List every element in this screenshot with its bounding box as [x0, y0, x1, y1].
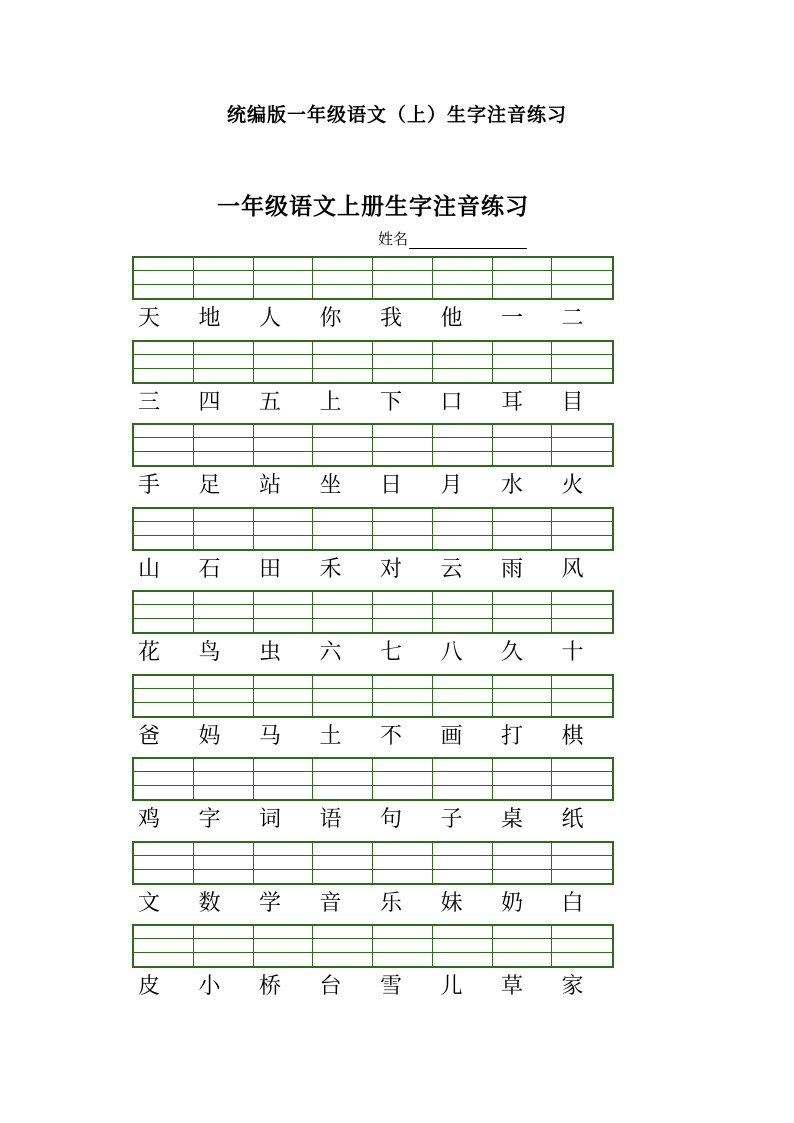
pinyin-cell [493, 843, 553, 883]
name-blank-line [409, 232, 527, 249]
pinyin-cell [433, 926, 493, 966]
hanzi-character: 皮 [138, 974, 161, 999]
pinyin-cell [433, 509, 493, 549]
pinyin-cell [254, 676, 314, 716]
hanzi-character: 一 [501, 306, 524, 331]
pinyin-cell [194, 843, 254, 883]
hanzi-character: 爸 [138, 723, 161, 749]
hanzi-character: 目 [561, 389, 584, 415]
character-row [132, 300, 616, 338]
hanzi-character: 你 [319, 306, 342, 331]
hanzi-character: 对 [380, 556, 403, 582]
pinyin-writing-grid [132, 507, 614, 551]
hanzi-character: 月 [440, 473, 463, 498]
hanzi-character: 不 [380, 723, 403, 749]
character-row [132, 384, 616, 422]
pinyin-cell [254, 258, 314, 298]
character-row [132, 467, 616, 505]
practice-row [132, 841, 616, 925]
pinyin-cell [373, 676, 433, 716]
hanzi-character: 久 [501, 640, 524, 665]
pinyin-cell [254, 342, 314, 382]
pinyin-cell [373, 759, 433, 799]
pinyin-cell [373, 592, 433, 632]
character-row [132, 801, 616, 839]
hanzi-character: 五 [259, 389, 282, 415]
hanzi-character: 地 [198, 306, 221, 331]
pinyin-cell [493, 258, 553, 298]
pinyin-cell [493, 926, 553, 966]
pinyin-cell [134, 592, 194, 632]
practice-row [132, 256, 616, 340]
hanzi-character: 三 [138, 389, 161, 415]
pinyin-cell [552, 258, 612, 298]
hanzi-character: 日 [380, 473, 403, 498]
pinyin-writing-grid [132, 340, 614, 384]
pinyin-cell [552, 676, 612, 716]
hanzi-character: 字 [198, 807, 221, 832]
hanzi-character: 口 [440, 389, 463, 415]
hanzi-character: 音 [319, 890, 342, 916]
practice-row [132, 423, 616, 507]
hanzi-character: 语 [319, 807, 342, 832]
hanzi-character: 奶 [501, 890, 524, 916]
pinyin-writing-grid [132, 757, 614, 801]
hanzi-character: 他 [440, 306, 463, 331]
pinyin-cell [493, 425, 553, 465]
pinyin-cell [433, 676, 493, 716]
pinyin-cell [254, 509, 314, 549]
hanzi-character: 站 [259, 473, 282, 498]
name-field [378, 228, 527, 249]
hanzi-character: 六 [319, 640, 342, 665]
pinyin-cell [313, 509, 373, 549]
pinyin-cell [194, 676, 254, 716]
practice-row [132, 590, 616, 674]
pinyin-cell [373, 509, 433, 549]
pinyin-cell [373, 843, 433, 883]
hanzi-character: 画 [440, 723, 463, 749]
pinyin-cell [433, 843, 493, 883]
pinyin-cell [433, 258, 493, 298]
hanzi-character: 四 [198, 389, 221, 415]
pinyin-cell [194, 509, 254, 549]
pinyin-cell [493, 759, 553, 799]
pinyin-cell [313, 759, 373, 799]
practice-row [132, 757, 616, 841]
pinyin-cell [493, 676, 553, 716]
pinyin-cell [552, 759, 612, 799]
hanzi-character: 鸡 [138, 807, 161, 832]
pinyin-cell [134, 676, 194, 716]
hanzi-character: 纸 [561, 807, 584, 832]
pinyin-cell [134, 843, 194, 883]
hanzi-character: 白 [561, 890, 584, 916]
hanzi-character: 草 [501, 974, 524, 999]
practice-row [132, 340, 616, 424]
character-row [132, 718, 616, 756]
hanzi-character: 学 [259, 890, 282, 916]
hanzi-character: 妈 [198, 723, 221, 749]
pinyin-cell [313, 342, 373, 382]
pinyin-cell [373, 926, 433, 966]
pinyin-cell [254, 425, 314, 465]
hanzi-character: 上 [319, 389, 342, 415]
hanzi-character: 小 [198, 974, 221, 999]
pinyin-cell [433, 342, 493, 382]
pinyin-cell [373, 425, 433, 465]
hanzi-character: 桥 [259, 974, 282, 999]
hanzi-character: 妹 [440, 890, 463, 916]
hanzi-character: 鸟 [198, 640, 221, 665]
pinyin-cell [552, 342, 612, 382]
pinyin-cell [313, 258, 373, 298]
hanzi-character: 儿 [440, 974, 463, 999]
character-row [132, 634, 616, 672]
hanzi-character: 桌 [501, 807, 524, 832]
hanzi-character: 家 [561, 974, 584, 999]
pinyin-cell [254, 759, 314, 799]
pinyin-writing-grid [132, 423, 614, 467]
hanzi-character: 雪 [380, 974, 403, 999]
hanzi-character: 人 [259, 306, 282, 331]
hanzi-character: 句 [380, 807, 403, 832]
pinyin-cell [493, 342, 553, 382]
pinyin-writing-grid [132, 924, 614, 968]
pinyin-cell [134, 425, 194, 465]
worksheet-title: 一年级语文上册生字注音练习 [217, 194, 529, 220]
hanzi-character: 火 [561, 473, 584, 498]
pinyin-cell [194, 926, 254, 966]
pinyin-cell [254, 843, 314, 883]
hanzi-character: 我 [380, 306, 403, 331]
pinyin-writing-grid [132, 590, 614, 634]
hanzi-character: 打 [501, 723, 524, 749]
pinyin-cell [552, 843, 612, 883]
pinyin-cell [254, 592, 314, 632]
hanzi-character: 棋 [561, 723, 584, 749]
hanzi-character: 耳 [501, 389, 524, 415]
hanzi-character: 词 [259, 807, 282, 832]
hanzi-character: 山 [138, 556, 161, 582]
pinyin-cell [194, 342, 254, 382]
hanzi-character: 田 [259, 556, 282, 582]
name-label: 姓名 [378, 230, 409, 248]
hanzi-character: 雨 [501, 556, 524, 582]
practice-rows [132, 256, 616, 1008]
hanzi-character: 乐 [380, 890, 403, 916]
hanzi-character: 水 [501, 473, 524, 498]
practice-row [132, 924, 616, 1008]
hanzi-character: 天 [138, 306, 161, 331]
pinyin-cell [433, 425, 493, 465]
pinyin-cell [194, 425, 254, 465]
pinyin-cell [493, 592, 553, 632]
hanzi-character: 子 [440, 807, 463, 832]
hanzi-character: 文 [138, 890, 161, 916]
pinyin-cell [552, 509, 612, 549]
pinyin-cell [134, 759, 194, 799]
pinyin-cell [134, 258, 194, 298]
pinyin-cell [552, 926, 612, 966]
pinyin-cell [433, 759, 493, 799]
pinyin-cell [552, 425, 612, 465]
pinyin-cell [194, 592, 254, 632]
pinyin-writing-grid [132, 256, 614, 300]
hanzi-character: 坐 [319, 473, 342, 498]
character-row [132, 551, 616, 589]
hanzi-character: 十 [561, 640, 584, 665]
hanzi-character: 花 [138, 640, 161, 665]
hanzi-character: 马 [259, 723, 282, 749]
pinyin-cell [134, 926, 194, 966]
hanzi-character: 风 [561, 556, 584, 582]
hanzi-character: 手 [138, 473, 161, 498]
hanzi-character: 土 [319, 723, 342, 749]
pinyin-cell [493, 509, 553, 549]
pinyin-cell [313, 926, 373, 966]
pinyin-cell [552, 592, 612, 632]
hanzi-character: 数 [198, 890, 221, 916]
hanzi-character: 足 [198, 473, 221, 498]
hanzi-character: 八 [440, 640, 463, 665]
pinyin-cell [313, 425, 373, 465]
pinyin-cell [254, 926, 314, 966]
pinyin-cell [134, 342, 194, 382]
document-header-title: 统编版一年级语文（上）生字注音练习 [226, 104, 567, 126]
hanzi-character: 七 [380, 640, 403, 665]
hanzi-character: 禾 [319, 556, 342, 582]
practice-row [132, 674, 616, 758]
pinyin-cell [313, 843, 373, 883]
hanzi-character: 云 [440, 556, 463, 582]
hanzi-character: 虫 [259, 640, 282, 665]
hanzi-character: 二 [561, 306, 584, 331]
pinyin-cell [313, 676, 373, 716]
character-row [132, 968, 616, 1006]
pinyin-cell [313, 592, 373, 632]
pinyin-cell [194, 258, 254, 298]
pinyin-cell [373, 258, 433, 298]
pinyin-writing-grid [132, 674, 614, 718]
hanzi-character: 台 [319, 974, 342, 999]
pinyin-cell [433, 592, 493, 632]
pinyin-cell [194, 759, 254, 799]
pinyin-writing-grid [132, 841, 614, 885]
pinyin-cell [134, 509, 194, 549]
hanzi-character: 石 [198, 556, 221, 582]
hanzi-character: 下 [380, 389, 403, 415]
practice-row [132, 507, 616, 591]
character-row [132, 885, 616, 923]
pinyin-cell [373, 342, 433, 382]
